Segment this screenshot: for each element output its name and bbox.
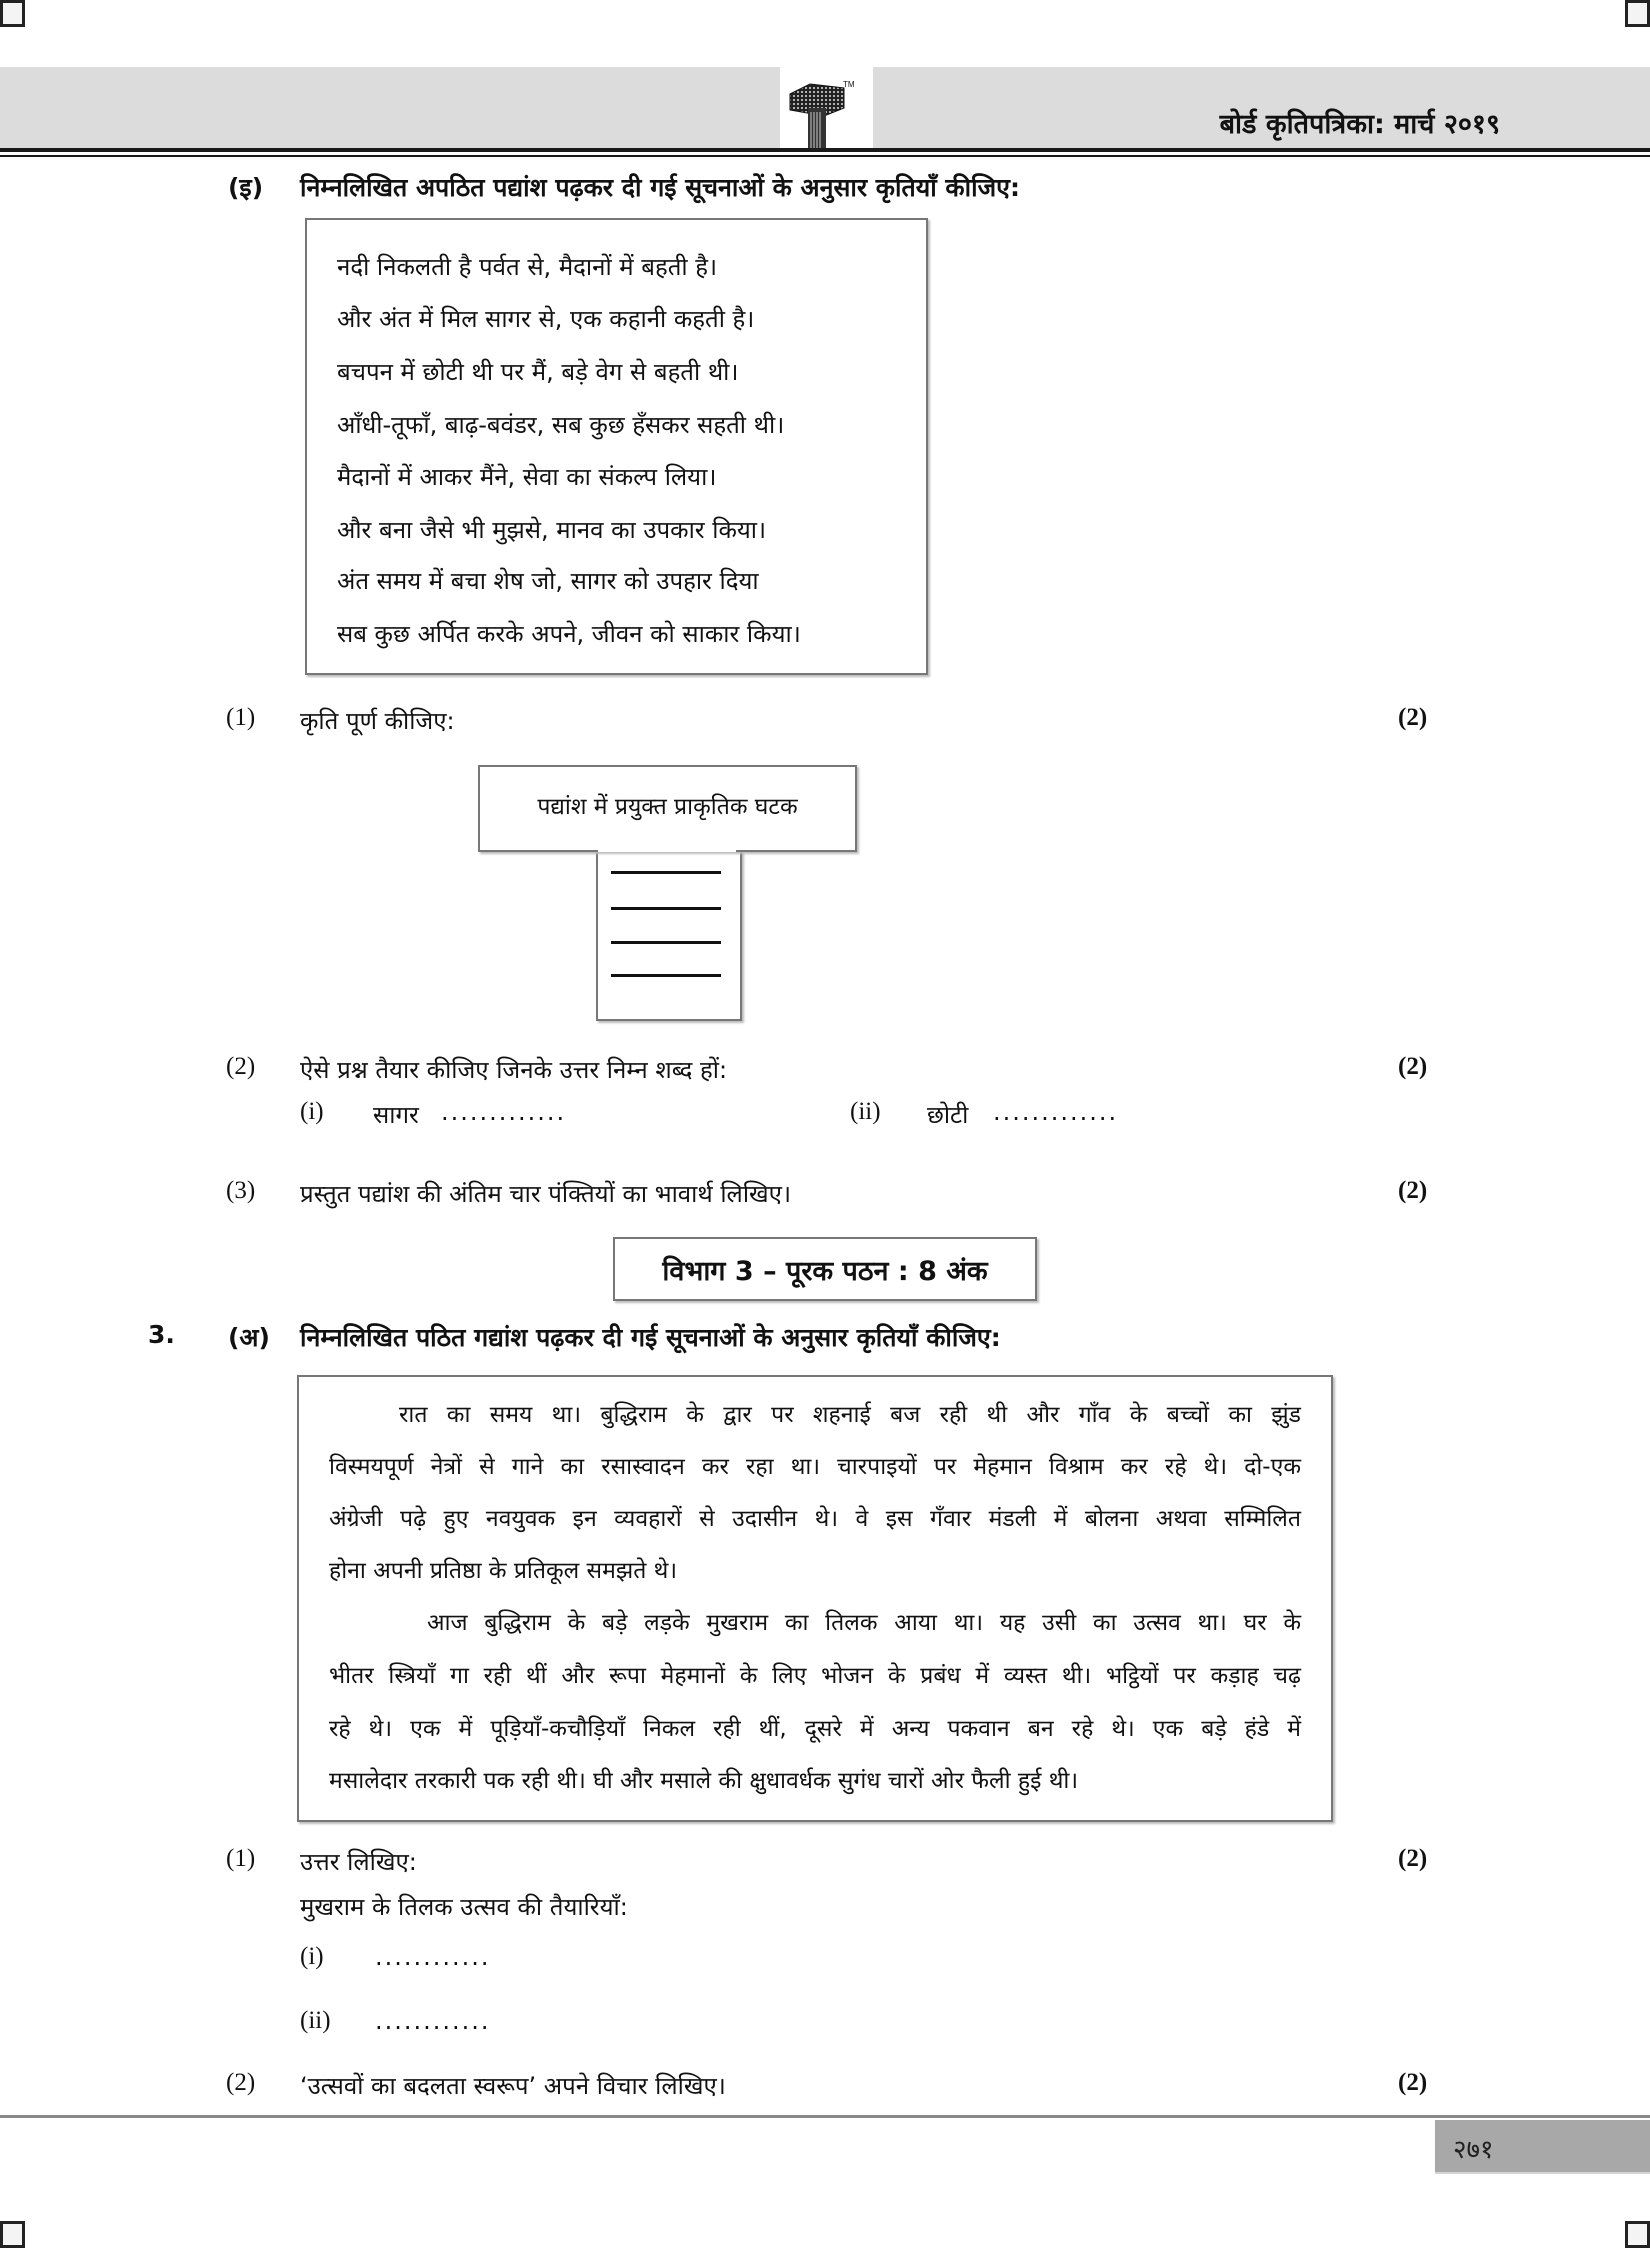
poem-box [305,218,928,675]
option-number: (i) [300,1943,324,1970]
poem-line: मैदानों में आकर मैंने, सेवा का संकल्प लिया। [337,463,717,491]
answer-dots[interactable]: ............ [375,1943,491,1971]
header-title: बोर्ड कृतिपत्रिका: मार्च २०१९ [1219,109,1500,140]
option-number: (ii) [300,2007,331,2034]
crop-marker-top-left [0,0,25,27]
answer-dots[interactable]: ............. [993,1098,1119,1126]
question-3-instruction: निम्नलिखित पठित गद्यांश पढ़कर दी गई सूचनाओं के अनुसार कृतियाँ कीजिए: [300,1323,1001,1352]
question-number: (2) [226,1053,256,1080]
answer-dots[interactable]: ............ [375,2007,491,2035]
page-number: २७१ [1453,2135,1494,2165]
question-text: ‘उत्सवों का बदलता स्वरूप’ अपने विचार लिखिए। [300,2072,726,2100]
answer-blank[interactable] [611,907,721,910]
question-text: उत्तर लिखिए: [300,1848,417,1876]
question-subtext: मुखराम के तिलक उत्सव की तैयारियाँ: [300,1893,628,1921]
question-text: ऐसे प्रश्न तैयार कीजिए जिनके उत्तर निम्न शब्द हों: [300,1056,728,1084]
prose-line: होना अपनी प्रतिष्ठा के प्रतिकूल समझते थे। [329,1558,678,1584]
option-number: (i) [300,1098,324,1125]
answer-blank[interactable] [611,941,721,944]
header-band-left [0,67,780,148]
option-word: छोटी [927,1101,969,1129]
option-word: सागर [373,1101,419,1129]
header-rule-thick [0,148,1650,152]
prose-line: रात का समय था। बुद्धिराम के द्वार पर शहनाई बज रही थी और गाँव के बच्चों का झुंड [399,1402,1301,1428]
question-3-label: (अ) [228,1323,270,1352]
section-e-instruction: निम्नलिखित अपठित पद्यांश पढ़कर दी गई सूचनाओं के अनुसार कृतियाँ कीजिए: [300,173,1020,202]
question-text: कृति पूर्ण कीजिए: [300,707,455,735]
t-diagram-title: पद्यांश में प्रयुक्त प्राकृतिक घटक [537,794,798,820]
page-number-box [1435,2120,1650,2174]
marks-label: (2) [1398,1845,1428,1872]
crop-marker-top-right [1625,0,1650,27]
trademark-symbol: TM [843,80,855,89]
logo-icon [788,78,858,152]
option-number: (ii) [850,1098,881,1125]
marks-label: (2) [1398,1053,1428,1080]
question-number: (2) [226,2069,256,2096]
question-number: (1) [226,704,256,731]
prose-line: अंग्रेजी पढ़े हुए नवयुवक इन व्यवहारों से उदासीन थे। वे इस गँवार मंडली में बोलना अथवा सम्मिलित [329,1506,1301,1532]
prose-box [297,1375,1333,1822]
poem-line: बचपन में छोटी थी पर मैं, बड़े वेग से बहती थी। [337,358,739,386]
answer-blank[interactable] [611,974,721,977]
footer-rule [0,2115,1650,2118]
prose-line: रहे थे। एक में पूड़ियाँ-कचौड़ियाँ निकल रही थीं, दूसरे में अन्य पकवान बन रहे थे। एक बड़े हंडे में [329,1716,1301,1742]
poem-line: और बना जैसे भी मुझसे, मानव का उपकार किया। [337,516,767,544]
prose-line: आज बुद्धिराम के बड़े लड़के मुखराम का तिलक आया था। यह उसी का उत्सव था। घर के [427,1610,1301,1636]
answer-dots[interactable]: ............. [441,1098,567,1126]
t-diagram-joint [598,848,736,852]
marks-label: (2) [1398,1177,1428,1204]
poem-line: नदी निकलती है पर्वत से, मैदानों में बहती है। [337,253,718,281]
marks-label: (2) [1398,704,1428,731]
poem-line: सब कुछ अर्पित करके अपने, जीवन को साकार किया। [337,620,801,648]
prose-line: मसालेदार तरकारी पक रही थी। घी और मसाले की क्षुधावर्धक सुगंध चारों ओर फैली हुई थी। [329,1768,1079,1794]
prose-line: विस्मयपूर्ण नेत्रों से गाने का रसास्वादन कर रहा था। चारपाइयों पर मेहमान विश्राम कर रहे थे। दो-एक [329,1454,1301,1480]
section-e-label: (इ) [228,173,264,202]
crop-marker-bottom-left [0,2221,25,2248]
answer-blank[interactable] [611,871,721,874]
question-number: (1) [226,1845,256,1872]
section-heading: विभाग 3 – पूरक पठन : 8 अंक [662,1256,988,1287]
crop-marker-bottom-right [1625,2221,1650,2248]
question-number: (3) [226,1177,256,1204]
header-rule-thin [0,155,1650,157]
question-text: प्रस्तुत पद्यांश की अंतिम चार पंक्तियों का भावार्थ लिखिए। [300,1180,792,1208]
marks-label: (2) [1398,2069,1428,2096]
prose-line: भीतर स्त्रियाँ गा रही थीं और रूपा मेहमानों के लिए भोजन के प्रबंध में व्यस्त थी। भट्ठियों पर कड़ाह चढ़ [329,1663,1301,1689]
poem-line: आँधी-तूफाँ, बाढ़-बवंडर, सब कुछ हँसकर सहती थी। [337,411,785,439]
poem-line: और अंत में मिल सागर से, एक कहानी कहती है। [337,305,755,333]
poem-line: अंत समय में बचा शेष जो, सागर को उपहार दिया [337,567,759,595]
section-heading-box [613,1237,1037,1301]
t-diagram-head [478,765,857,852]
question-3-number: 3. [148,1320,175,1349]
